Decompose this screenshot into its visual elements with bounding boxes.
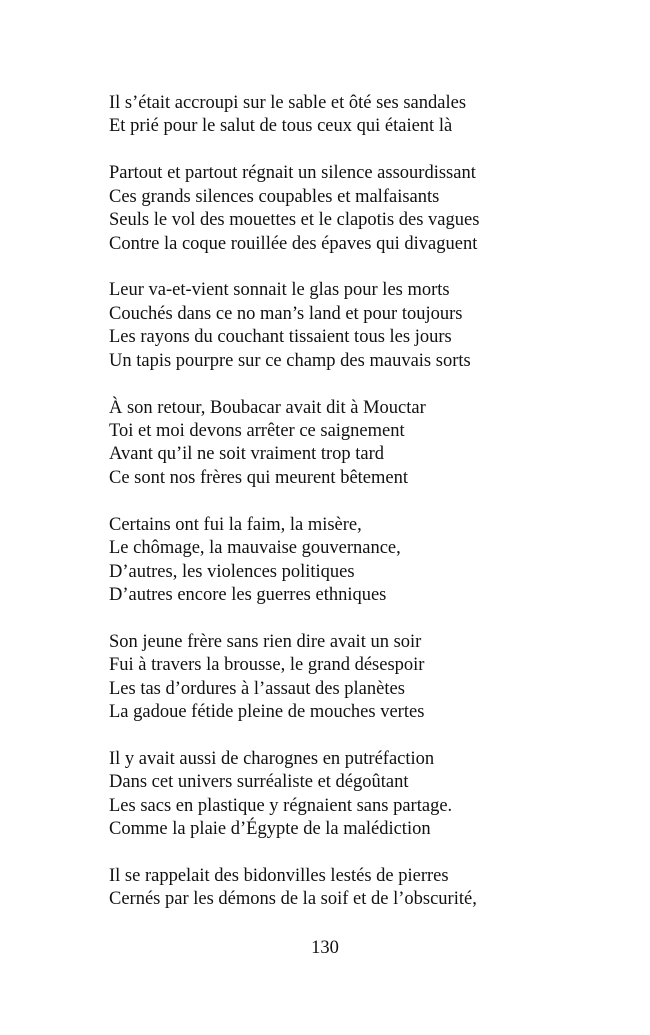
stanza-6	[109, 631, 629, 725]
poem-line: Cernés par les démons de la soif et de l’obscurité,	[109, 889, 477, 910]
stanza-1	[109, 92, 629, 139]
stanza-2	[109, 162, 629, 256]
poem-line: Contre la coque rouillée des épaves qui divaguent	[109, 233, 478, 254]
poem-line: Seuls le vol des mouettes et le clapotis des vagues	[109, 210, 480, 231]
poem-line: Il se rappelait des bidonvilles lestés de pierres	[109, 866, 449, 887]
poem-line: D’autres, les violences politiques	[109, 561, 355, 582]
poem-line: Certains ont fui la faim, la misère,	[109, 514, 362, 535]
poem-line: Et prié pour le salut de tous ceux qui étaient là	[109, 116, 453, 137]
stanza-5	[109, 514, 629, 608]
poem-line: Leur va-et-vient sonnait le glas pour les morts	[109, 280, 450, 301]
poem-line: Un tapis pourpre sur ce champ des mauvais sorts	[109, 350, 471, 371]
poem-line: Ces grands silences coupables et malfaisants	[109, 186, 440, 207]
stanza-4	[109, 397, 629, 491]
stanza-7	[109, 748, 629, 842]
poem-line: Les sacs en plastique y régnaient sans partage.	[109, 795, 453, 816]
poem-line: Son jeune frère sans rien dire avait un soir	[109, 631, 422, 652]
poem-line: Ce sont nos frères qui meurent bêtement	[109, 467, 408, 488]
poem-line: Couchés dans ce no man’s land et pour toujours	[109, 303, 463, 324]
poem-line: Il s’était accroupi sur le sable et ôté ses sandales	[109, 93, 467, 113]
poem-line: Les rayons du couchant tissaient tous les jours	[109, 327, 452, 348]
poem-line: Comme la plaie d’Égypte de la malédiction	[109, 819, 431, 840]
poem-body	[109, 92, 629, 935]
poem-line: Il y avait aussi de charognes en putréfaction	[109, 748, 435, 769]
poem-line: À son retour, Boubacar avait dit à Mouctar	[109, 397, 426, 418]
poem-line: Fui à travers la brousse, le grand désespoir	[109, 655, 425, 676]
poem-line: D’autres encore les guerres ethniques	[109, 584, 387, 605]
poem-line: Avant qu’il ne soit vraiment trop tard	[109, 444, 385, 465]
poem-line: La gadoue fétide pleine de mouches vertes	[109, 702, 425, 723]
poem-line: Toi et moi devons arrêter ce saignement	[109, 420, 405, 441]
poem-line: Le chômage, la mauvaise gouvernance,	[109, 538, 401, 559]
poem-line: Les tas d’ordures à l’assaut des planètes	[109, 678, 405, 699]
stanza-3	[109, 279, 629, 373]
page-number: 130	[311, 938, 339, 958]
poem-line: Dans cet univers surréaliste et dégoûtant	[109, 772, 409, 793]
stanza-8	[109, 865, 629, 912]
poem-line: Partout et partout régnait un silence assourdissant	[109, 163, 476, 184]
